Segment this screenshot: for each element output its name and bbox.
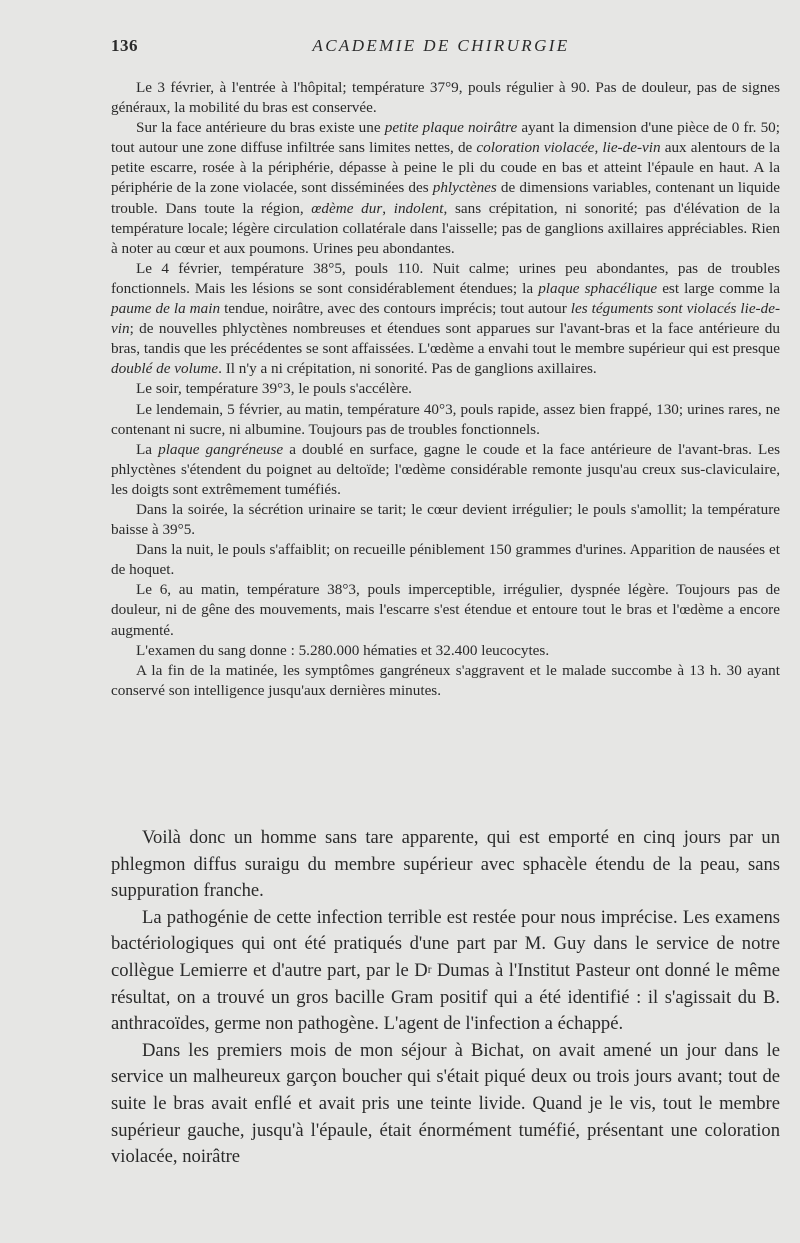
italic-text: petite plaque noirâtre [384,119,518,137]
text-run: ayant la dimension d'une pièce de 0 fr. 50; tout autour une zone diffuse infiltrée sans limites nettes, de [111,119,780,157]
italic-text: doublé de volume [111,360,219,378]
text-run: . Il n'y a ni crépitation, ni sonorité. Pas de ganglions axillaires. [218,360,597,378]
text-run: A la fin de la matinée, les symptômes gangréneux s'aggravent et le malade succombe à 13 h. 30 ayant conservé son intelligence jusqu'aux dernières minutes. [111,661,780,699]
italic-text: paume de la main [111,300,221,318]
text-run: L'examen du sang donne : 5.280.000 hématies et 32.400 leucocytes. [136,641,550,659]
italic-text: indolent [393,199,444,217]
text-run: Dans la soirée, la sécrétion urinaire se tarit; le cœur devient irrégulier; le pouls s'amollit; la température baisse à 39°5. [111,500,780,539]
paragraph [111,118,780,259]
text-run: ; de nouvelles phlyctènes nombreuses et étendues sont apparues sur l'avant-bras et la face antérieure du bras, tandis que les précédentes se sont affaissées. L'œdème a envahi tout le membre supérieur qui est presque [111,320,780,358]
text-run: de dimensions variables, contenant un liquide trouble. Dans toute la région, [111,179,781,217]
paragraph [111,661,780,701]
paragraph [111,500,780,540]
text-run: Le 3 février, à l'entrée à l'hôpital; température 37°9, pouls régulier à 90. Pas de douleur, pas de signes généraux, la mobilité du bras est conservée. [111,79,780,117]
italic-text: phlyctènes [432,179,497,197]
paragraph [111,580,780,640]
text-run: Dans la nuit, le pouls s'affaiblit; on recueille péniblement 150 grammes d'urines. Apparition de nausées et de hoquet. [111,541,780,579]
text-run: Le 6, au matin, température 38°3, pouls imperceptible, irrégulier, dyspnée légère. Toujours pas de douleur, ni de gêne des mouvements, mais l'escarre s'est étendue et entoure tout le bras et l'œdème a encore augmenté. [111,581,780,639]
text-run: La pathogénie de cette infection terrible est restée pour nous imprécise. Les examens bactériologiques qui ont été pratiqués d'une part par M. Guy dans le service de notre collègue Lemierre et d'autre part, par le D [111,906,780,981]
italic-text: les téguments sont violacés lie-de-vin [111,300,781,338]
text-run: Voilà donc un homme sans tare apparente, qui est emporté en cinq jours par un phlegmon diffus suraigu du membre supérieur avec sphacèle étendu de la peau, sans suppuration franche. [111,827,780,902]
italic-text: lie-de-vin [602,139,661,157]
text-run: , [594,139,603,157]
paragraph [111,540,780,580]
page-number: 136 [111,36,138,55]
italic-text: coloration violacée [476,139,595,157]
superscript: r [427,963,432,976]
paragraph [111,825,780,905]
paragraph [111,78,780,118]
paragraph [111,1038,780,1171]
discussion-section [111,825,780,1171]
text-run: Dumas à l'Institut Pasteur ont donné le même résultat, on a trouvé un gros bacille Gram positif qui a été identifié : il s'agissait du B. anthracoïdes, germe non pathogène. L'agent de l'infection a échappé. [111,959,780,1035]
page-header [111,36,771,60]
italic-text: plaque gangréneuse [158,440,284,458]
text-run: Dans les premiers mois de mon séjour à Bichat, on avait amené un jour dans le service un malheureux garçon boucher qui s'était piqué deux ou trois jours avant; tout de suite le bras avait enflé et avait pris une teinte livide. Quand je le vis, tout le membre supérieur gauche, jusqu'à l'épaule, était énormément tuméfié, présentant une coloration violacée, noirâtre [111,1039,780,1168]
text-run: , [382,199,394,217]
text-run: a doublé en surface, gagne le coude et la face antérieure de l'avant-bras. Les phlyctènes s'étendent du poignet au deltoïde; l'œdème considérable remonte jusqu'au creux sus-claviculaire, les doigts sont extrêmement tuméfiés. [111,440,780,498]
paragraph [111,641,780,661]
paragraph [111,379,780,399]
text-run: Le lendemain, 5 février, au matin, température 40°3, pouls rapide, assez bien frappé, 130; urines rares, ne contenant ni sucre, ni albumine. Toujours pas de troubles fonctionnels. [111,400,780,438]
text-run: aux alentours de la petite escarre, rosée à la périphérie, dépasse à peine le pli du coude en bas et atteint l'épaule en haut. A la périphérie de la zone violacée, sont disséminées des [111,139,781,197]
text-run: Le 4 février, température 38°5, pouls 110. Nuit calme; urines peu abondantes, pas de troubles fonctionnels. Mais les lésions se sont considérablement étendues; la [111,259,780,297]
paragraph [111,440,780,500]
text-run: Sur la face antérieure du bras existe une [136,119,385,137]
paragraph [111,259,780,380]
paragraph [111,400,780,440]
text-run: est large comme la [657,279,780,297]
text-run: La [136,440,159,458]
text-run: tendue, noirâtre, avec des contours imprécis; tout autour [220,300,571,318]
italic-text: plaque sphacélique [538,279,658,297]
running-title: ACADEMIE DE CHIRURGIE [312,36,570,55]
text-run: , sans crépitation, ni sonorité; pas d'élévation de la température locale; légère circulation collatérale dans l'aisselle; pas de ganglions axillaires appréciables. Rien à noter au cœur et aux poumons. Urines peu abondantes. [111,199,781,257]
italic-text: œdème dur [311,199,383,217]
text-run: Le soir, température 39°3, le pouls s'accélère. [136,380,412,398]
paragraph [111,905,780,1038]
case-notes-section [111,78,780,701]
